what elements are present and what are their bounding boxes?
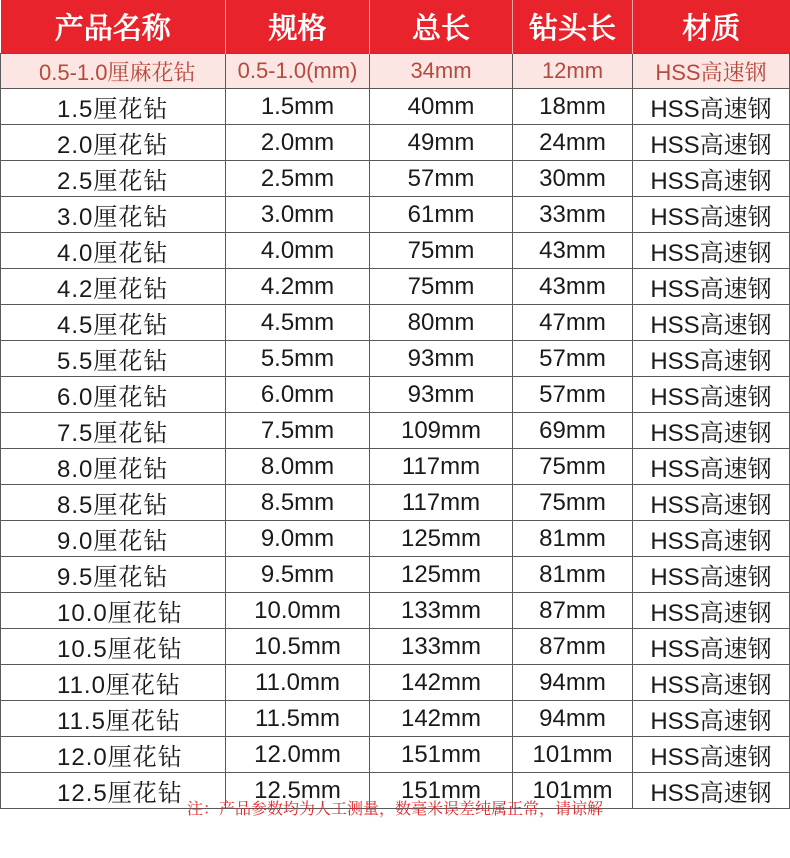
spec-cell: 6.0mm — [226, 377, 370, 413]
drill-length-cell: 75mm — [513, 485, 633, 521]
product-name-cell: 10.5厘花钻 — [1, 629, 226, 665]
product-name-cell: 1.5厘花钻 — [1, 89, 226, 125]
total-length-cell: 93mm — [370, 341, 513, 377]
spec-cell: 0.5-1.0(mm) — [226, 54, 370, 89]
header-product-name: 产品名称 — [1, 0, 226, 54]
table-row — [1, 125, 790, 161]
spec-cell: 2.0mm — [226, 125, 370, 161]
spec-cell: 10.5mm — [226, 629, 370, 665]
total-length-cell: 57mm — [370, 161, 513, 197]
material-cell: HSS高速钢 — [633, 161, 790, 197]
total-length-cell: 133mm — [370, 593, 513, 629]
material-cell: HSS高速钢 — [633, 269, 790, 305]
product-name-cell: 5.5厘花钻 — [1, 341, 226, 377]
total-length-cell: 142mm — [370, 701, 513, 737]
total-length-cell: 151mm — [370, 737, 513, 773]
material-cell: HSS高速钢 — [633, 341, 790, 377]
drill-length-cell: 81mm — [513, 521, 633, 557]
total-length-cell: 142mm — [370, 665, 513, 701]
table-row — [1, 521, 790, 557]
spec-cell: 8.5mm — [226, 485, 370, 521]
table-row — [1, 485, 790, 521]
product-name-cell: 4.2厘花钻 — [1, 269, 226, 305]
measurement-note: 注：产品参数均为人工测量，数毫米误差纯属正常，请谅解 — [186, 799, 603, 818]
drill-length-cell: 87mm — [513, 629, 633, 665]
product-name-cell: 8.0厘花钻 — [1, 449, 226, 485]
total-length-cell: 40mm — [370, 89, 513, 125]
product-name-cell: 0.5-1.0厘麻花钻 — [1, 54, 226, 89]
total-length-cell: 93mm — [370, 377, 513, 413]
header-spec: 规格 — [226, 0, 370, 54]
product-name-cell: 4.5厘花钻 — [1, 305, 226, 341]
table-body — [1, 54, 790, 809]
header-drill-length: 钻头长 — [513, 0, 633, 54]
spec-cell: 4.5mm — [226, 305, 370, 341]
total-length-cell: 117mm — [370, 485, 513, 521]
product-name-cell: 4.0厘花钻 — [1, 233, 226, 269]
drill-length-cell: 30mm — [513, 161, 633, 197]
table-row — [1, 377, 790, 413]
table-row — [1, 629, 790, 665]
drill-length-cell: 43mm — [513, 269, 633, 305]
material-cell: HSS高速钢 — [633, 197, 790, 233]
drill-length-cell: 47mm — [513, 305, 633, 341]
drill-length-cell: 33mm — [513, 197, 633, 233]
spec-cell: 12.5mm — [226, 773, 370, 809]
material-cell: HSS高速钢 — [633, 377, 790, 413]
spec-cell: 10.0mm — [226, 593, 370, 629]
material-cell: HSS高速钢 — [633, 125, 790, 161]
material-cell: HSS高速钢 — [633, 233, 790, 269]
table-row — [1, 161, 790, 197]
table-row — [1, 413, 790, 449]
total-length-cell: 61mm — [370, 197, 513, 233]
material-cell: HSS高速钢 — [633, 701, 790, 737]
header-total-length: 总长 — [370, 0, 513, 54]
table-row — [1, 449, 790, 485]
total-length-cell: 75mm — [370, 233, 513, 269]
material-cell: HSS高速钢 — [633, 557, 790, 593]
material-cell: HSS高速钢 — [633, 629, 790, 665]
drill-length-cell: 12mm — [513, 54, 633, 89]
drill-length-cell: 87mm — [513, 593, 633, 629]
drill-length-cell: 101mm — [513, 737, 633, 773]
table-row — [1, 233, 790, 269]
drill-length-cell: 81mm — [513, 557, 633, 593]
drill-length-cell: 69mm — [513, 413, 633, 449]
drill-length-cell: 24mm — [513, 125, 633, 161]
total-length-cell: 125mm — [370, 521, 513, 557]
table-row — [1, 54, 790, 89]
material-cell: HSS高速钢 — [633, 449, 790, 485]
spec-cell: 1.5mm — [226, 89, 370, 125]
spec-cell: 3.0mm — [226, 197, 370, 233]
product-name-cell: 9.5厘花钻 — [1, 557, 226, 593]
product-name-cell: 2.5厘花钻 — [1, 161, 226, 197]
table-row — [1, 593, 790, 629]
drill-length-cell: 101mm — [513, 773, 633, 809]
material-cell: HSS高速钢 — [633, 54, 790, 89]
total-length-cell: 151mm — [370, 773, 513, 809]
total-length-cell: 117mm — [370, 449, 513, 485]
product-name-cell: 12.0厘花钻 — [1, 737, 226, 773]
spec-cell: 4.0mm — [226, 233, 370, 269]
material-cell: HSS高速钢 — [633, 593, 790, 629]
spec-cell: 8.0mm — [226, 449, 370, 485]
total-length-cell: 125mm — [370, 557, 513, 593]
product-name-cell: 3.0厘花钻 — [1, 197, 226, 233]
material-cell: HSS高速钢 — [633, 305, 790, 341]
product-name-cell: 7.5厘花钻 — [1, 413, 226, 449]
drill-length-cell: 94mm — [513, 665, 633, 701]
material-cell: HSS高速钢 — [633, 89, 790, 125]
product-name-cell: 2.0厘花钻 — [1, 125, 226, 161]
spec-cell: 2.5mm — [226, 161, 370, 197]
product-name-cell: 10.0厘花钻 — [1, 593, 226, 629]
material-cell: HSS高速钢 — [633, 485, 790, 521]
drill-length-cell: 43mm — [513, 233, 633, 269]
spec-cell: 11.0mm — [226, 665, 370, 701]
table-row — [1, 701, 790, 737]
table-row — [1, 665, 790, 701]
product-name-cell: 12.5厘花钻 — [1, 773, 226, 809]
spec-cell: 5.5mm — [226, 341, 370, 377]
total-length-cell: 49mm — [370, 125, 513, 161]
product-name-cell: 11.5厘花钻 — [1, 701, 226, 737]
drill-length-cell: 75mm — [513, 449, 633, 485]
spec-cell: 7.5mm — [226, 413, 370, 449]
product-name-cell: 8.5厘花钻 — [1, 485, 226, 521]
drill-length-cell: 57mm — [513, 341, 633, 377]
table-row — [1, 197, 790, 233]
table-row — [1, 737, 790, 773]
total-length-cell: 80mm — [370, 305, 513, 341]
drill-length-cell: 57mm — [513, 377, 633, 413]
spec-cell: 4.2mm — [226, 269, 370, 305]
spec-cell: 9.5mm — [226, 557, 370, 593]
drill-length-cell: 18mm — [513, 89, 633, 125]
drill-length-cell: 94mm — [513, 701, 633, 737]
material-cell: HSS高速钢 — [633, 521, 790, 557]
table-header-row — [1, 0, 790, 54]
material-cell: HSS高速钢 — [633, 665, 790, 701]
product-name-cell: 9.0厘花钻 — [1, 521, 226, 557]
total-length-cell: 75mm — [370, 269, 513, 305]
total-length-cell: 133mm — [370, 629, 513, 665]
header-material: 材质 — [633, 0, 790, 54]
spec-cell: 9.0mm — [226, 521, 370, 557]
material-cell: HSS高速钢 — [633, 413, 790, 449]
table-row — [1, 89, 790, 125]
product-name-cell: 6.0厘花钻 — [1, 377, 226, 413]
product-name-cell: 11.0厘花钻 — [1, 665, 226, 701]
spec-cell: 11.5mm — [226, 701, 370, 737]
table-row — [1, 305, 790, 341]
material-cell: HSS高速钢 — [633, 773, 790, 809]
table-row — [1, 557, 790, 593]
table-row — [1, 341, 790, 377]
material-cell: HSS高速钢 — [633, 737, 790, 773]
spec-cell: 12.0mm — [226, 737, 370, 773]
total-length-cell: 34mm — [370, 54, 513, 89]
table-row — [1, 269, 790, 305]
total-length-cell: 109mm — [370, 413, 513, 449]
